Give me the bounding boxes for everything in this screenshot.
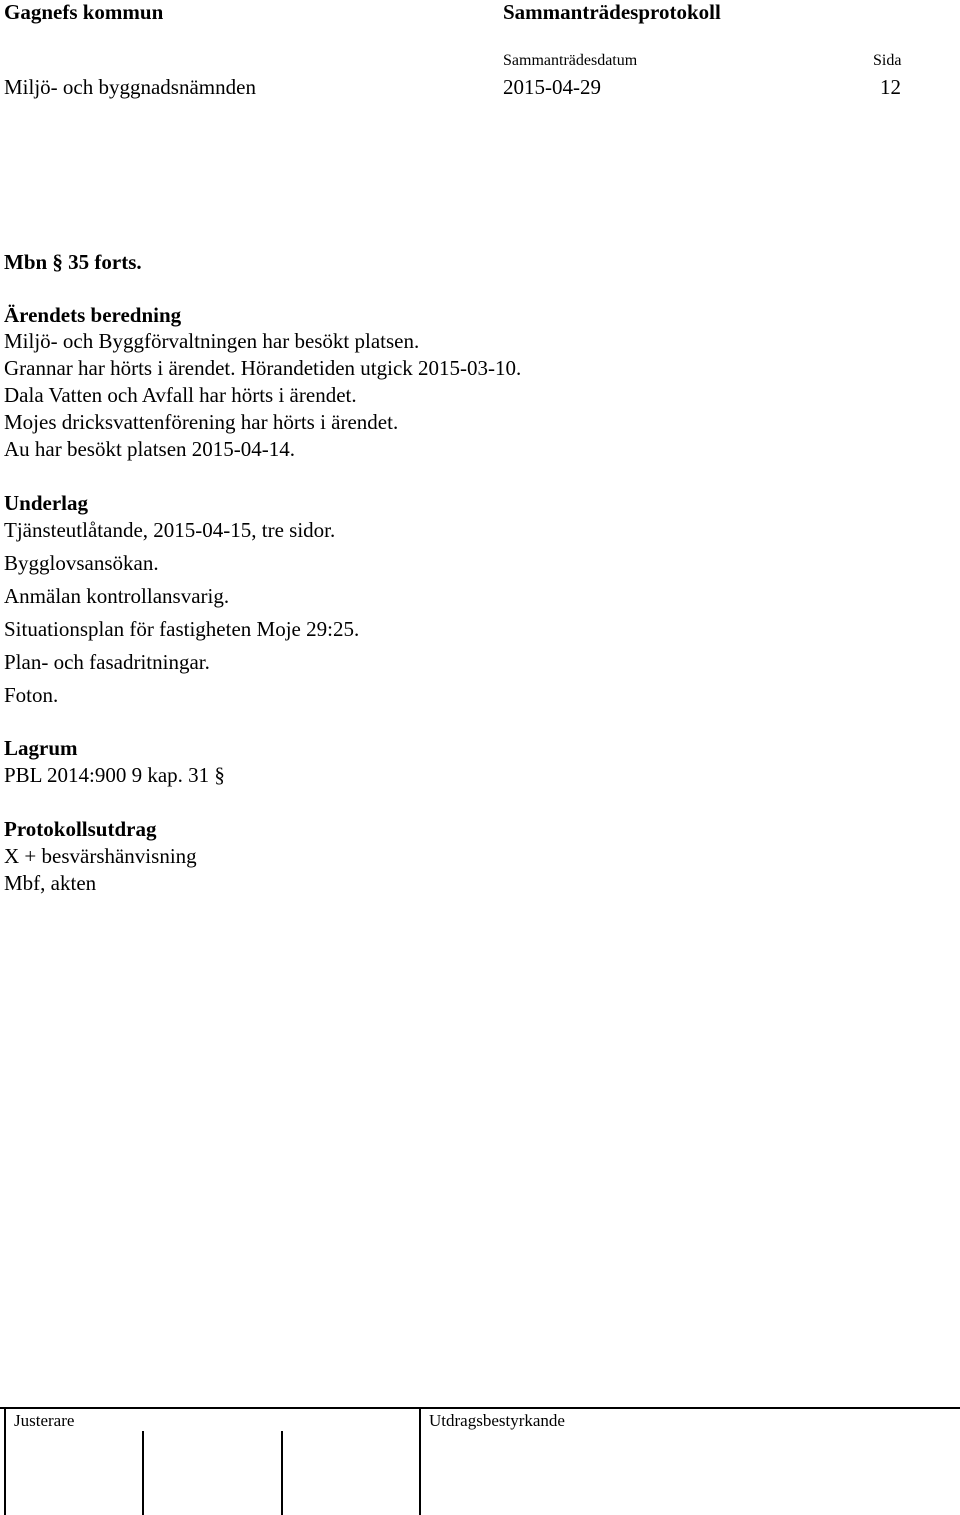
signature-footer bbox=[0, 1407, 960, 1515]
document-type: Sammanträdesprotokoll bbox=[503, 0, 721, 24]
underlag-line: Bygglovsansökan. bbox=[4, 551, 159, 575]
underlag-line: Foton. bbox=[4, 683, 59, 707]
justerare-label: Justerare bbox=[14, 1411, 75, 1430]
utdragsbestyrkande-label: Utdragsbestyrkande bbox=[429, 1411, 565, 1430]
section-reference: Mbn § 35 forts. bbox=[4, 250, 142, 274]
board-name: Miljö- och byggnadsnämnden bbox=[4, 75, 256, 99]
protokollsutdrag-line: X + besvärshänvisning bbox=[4, 844, 197, 868]
footer-divider bbox=[419, 1407, 421, 1515]
date-label: Sammanträdesdatum bbox=[503, 52, 638, 69]
meeting-date: 2015-04-29 bbox=[503, 75, 601, 99]
beredning-line: Dala Vatten och Avfall har hörts i ärendet. bbox=[4, 383, 357, 407]
footer-divider bbox=[4, 1407, 6, 1515]
section-heading-underlag: Underlag bbox=[4, 491, 88, 515]
protokollsutdrag-line: Mbf, akten bbox=[4, 871, 97, 895]
section-heading-protokollsutdrag: Protokollsutdrag bbox=[4, 817, 157, 841]
beredning-line: Mojes dricksvattenförening har hörts i ärendet. bbox=[4, 410, 399, 434]
underlag-line: Tjänsteutlåtande, 2015-04-15, tre sidor. bbox=[4, 518, 336, 542]
lagrum-line: PBL 2014:900 9 kap. 31 § bbox=[4, 763, 225, 787]
underlag-line: Anmälan kontrollansvarig. bbox=[4, 584, 230, 608]
organization-name: Gagnefs kommun bbox=[4, 0, 164, 24]
section-heading-beredning: Ärendets beredning bbox=[4, 303, 182, 327]
beredning-line: Au har besökt platsen 2015-04-14. bbox=[4, 437, 296, 461]
footer-divider bbox=[281, 1431, 283, 1515]
footer-divider bbox=[142, 1431, 144, 1515]
beredning-line: Grannar har hörts i ärendet. Hörandetiden utgick 2015-03-10. bbox=[4, 356, 522, 380]
page-number: 12 bbox=[880, 75, 901, 99]
underlag-line: Situationsplan för fastigheten Moje 29:25. bbox=[4, 617, 360, 641]
page-label: Sida bbox=[873, 52, 902, 69]
section-heading-lagrum: Lagrum bbox=[4, 736, 78, 760]
beredning-line: Miljö- och Byggförvaltningen har besökt platsen. bbox=[4, 329, 420, 353]
underlag-line: Plan- och fasadritningar. bbox=[4, 650, 210, 674]
footer-top-rule bbox=[0, 1407, 960, 1409]
